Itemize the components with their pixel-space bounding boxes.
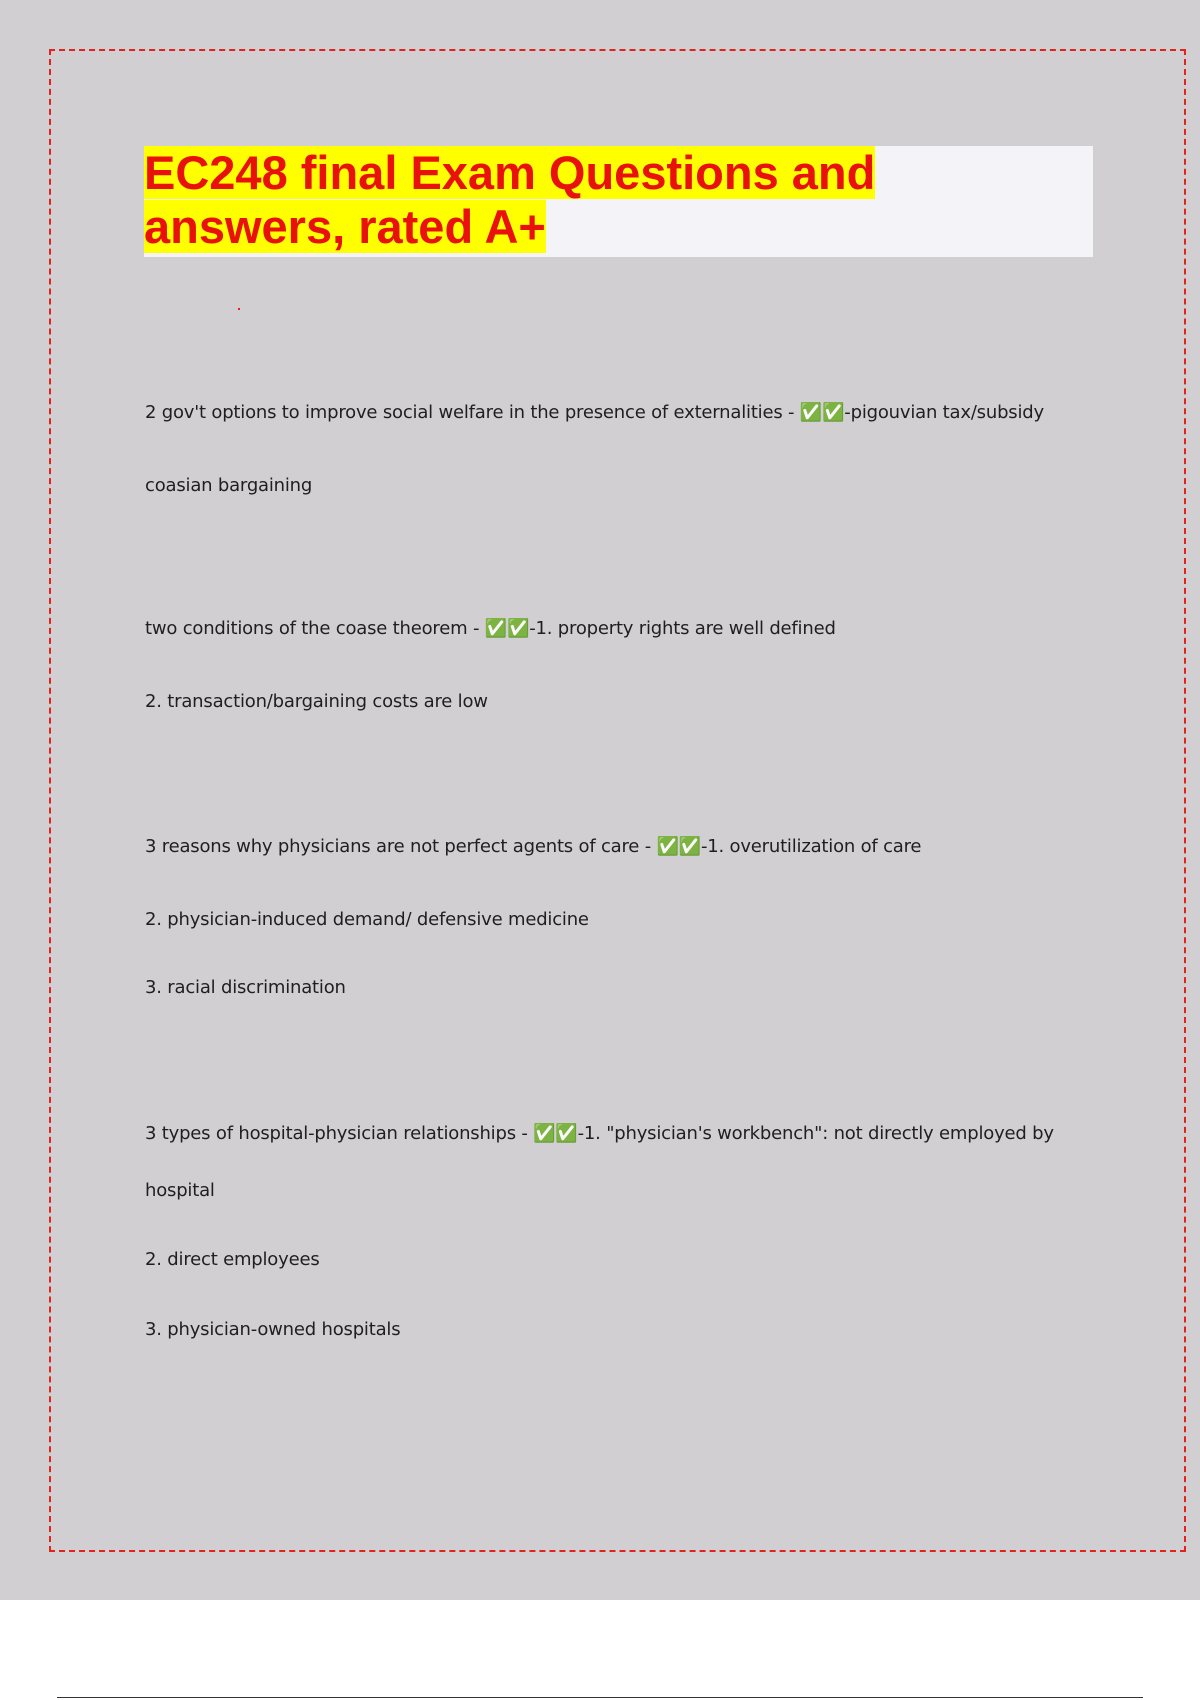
question-3-line-2: 2. physician-induced demand/ defensive medicine bbox=[145, 909, 589, 930]
question-3-line-3: 3. racial discrimination bbox=[145, 977, 346, 998]
question-4-line-4: 3. physician-owned hospitals bbox=[145, 1319, 401, 1340]
question-4-line-2: hospital bbox=[145, 1180, 215, 1201]
question-4-line-1: 3 types of hospital-physician relationships - ✅✅-1. "physician's workbench": not directly employed by bbox=[145, 1123, 1054, 1144]
document-title bbox=[144, 146, 904, 254]
question-1-line-1: 2 gov't options to improve social welfare in the presence of externalities - ✅✅-pigouvian tax/subsidy bbox=[145, 402, 1044, 423]
question-3-line-1: 3 reasons why physicians are not perfect agents of care - ✅✅-1. overutilization of care bbox=[145, 836, 922, 857]
stray-mark bbox=[238, 308, 240, 310]
document-title-text: EC248 final Exam Questions and answers, rated A+ bbox=[144, 146, 876, 253]
question-1-line-2: coasian bargaining bbox=[145, 475, 313, 496]
footer-divider bbox=[57, 1697, 1143, 1698]
question-2-line-2: 2. transaction/bargaining costs are low bbox=[145, 691, 488, 712]
question-2-line-1: two conditions of the coase theorem - ✅✅-1. property rights are well defined bbox=[145, 618, 836, 639]
question-4-line-3: 2. direct employees bbox=[145, 1249, 320, 1270]
